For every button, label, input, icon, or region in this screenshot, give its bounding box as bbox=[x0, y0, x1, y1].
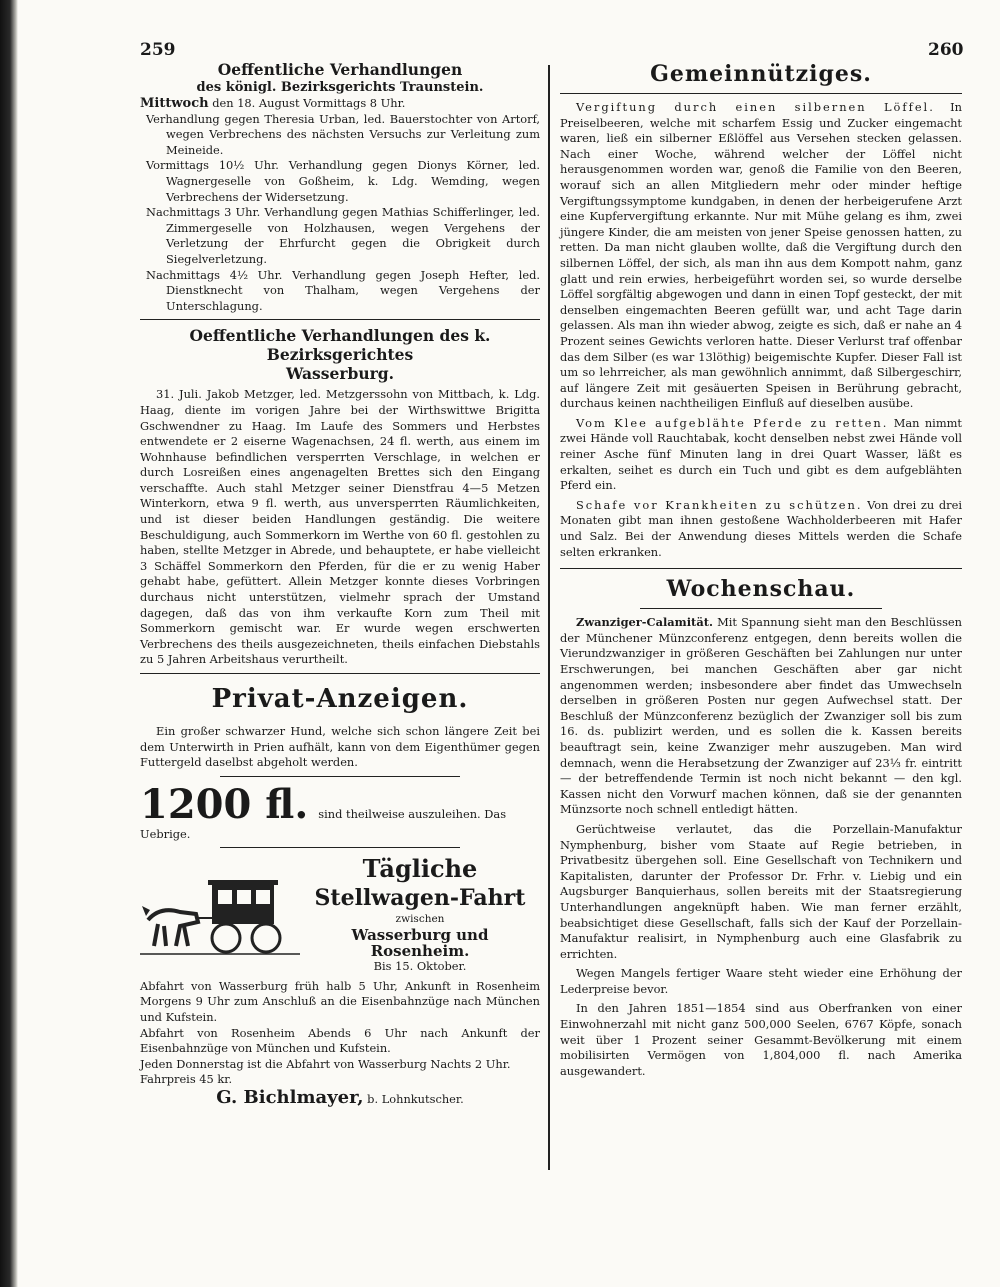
traunstein-subheading: des königl. Bezirksgerichts Traunstein. bbox=[196, 80, 484, 95]
loan-text: sind theilweise auszuleihen. Das Uebrige. bbox=[140, 806, 507, 841]
article-title: Schafe vor Krankheiten zu schützen. bbox=[576, 497, 863, 512]
coach-until: Bis 15. Oktober. bbox=[373, 959, 467, 974]
coach-ad bbox=[140, 854, 540, 974]
coach-route: Wasserburg und Rosenheim. bbox=[351, 925, 489, 960]
section-divider bbox=[140, 319, 540, 320]
section-divider bbox=[140, 673, 540, 674]
signature-name: G. Bichlmayer, bbox=[216, 1086, 364, 1108]
right-column bbox=[560, 60, 962, 1079]
article-title: Zwanziger-Calamität. bbox=[576, 615, 713, 630]
coach-title-service: Stellwagen-Fahrt bbox=[314, 885, 526, 912]
signature-role: b. Lohnkutscher. bbox=[367, 1091, 464, 1106]
section-divider bbox=[560, 93, 962, 94]
article-body: Von drei zu drei Monaten gibt man ihnen gestoßene Wachholderbeeren mit Hafer und Salz. Bei der Anwendung dieses Mittels werden die Schafe selten erkranken. bbox=[560, 497, 962, 559]
gemeinnuetziges-heading: Gemeinnütziges. bbox=[650, 61, 872, 87]
coach-signature bbox=[140, 1086, 540, 1108]
section-divider bbox=[560, 568, 962, 569]
page-number-right: 260 bbox=[928, 40, 964, 60]
page-number-left: 259 bbox=[140, 40, 176, 60]
dog-ad: Ein großer schwarzer Hund, welche sich schon längere Zeit bei dem Unterwirth in Prien aufhält, kann von dem Eigenthümer gegen Futtergeld daselbst abgeholt werden. bbox=[140, 724, 540, 770]
hearing-day: Mittwoch bbox=[140, 96, 209, 111]
private-ads-heading: Privat-Anzeigen. bbox=[211, 684, 469, 714]
wasserburg-place: Wasserburg. bbox=[285, 364, 395, 384]
hearing-item: Verhandlung gegen Theresia Urban, led. Bauerstochter von Artorf, wegen Verbrechens des nächsten Versuchs zur Verleitung zum Meineide. bbox=[146, 111, 540, 157]
traunstein-heading: Oeffentliche Verhandlungen bbox=[217, 60, 463, 79]
hearing-item: Nachmittags 4½ Uhr. Verhandlung gegen Joseph Hefter, led. Dienstknecht von Thalham, wegen Vergehens der Unterschlagung. bbox=[146, 267, 540, 313]
article-lederpreise: Wegen Mangels fertiger Waare steht wieder eine Erhöhung der Lederpreise bevor. bbox=[560, 966, 962, 996]
loan-ad bbox=[140, 780, 540, 843]
coach-line: Abfahrt von Wasserburg früh halb 5 Uhr, Ankunft in Rosenheim Morgens 9 Uhr zum Anschluß an die Eisenbahnzüge nach München und Kufstein. bbox=[140, 978, 540, 1024]
wasserburg-heading: Oeffentliche Verhandlungen des k. Bezirksgerichtes bbox=[189, 326, 491, 365]
coach-title-daily: Tägliche bbox=[362, 854, 478, 884]
binding-shadow bbox=[0, 0, 18, 1287]
article-clover-horses bbox=[560, 416, 962, 494]
coach-line: Abfahrt von Rosenheim Abends 6 Uhr nach Ankunft der Eisenbahnzüge von München und Kufstein. bbox=[140, 1025, 540, 1056]
coach-between: zwischen bbox=[395, 913, 445, 926]
hearing-item: Nachmittags 3 Uhr. Verhandlung gegen Mathias Schifferlinger, led. Zimmergeselle von Holzhausen, wegen Vergehens der Verletzung der Ehrfurcht gegen die Obrigkeit durch Siegelverletzung. bbox=[146, 205, 540, 266]
ad-divider bbox=[220, 776, 460, 777]
wasserburg-report: 31. Juli. Jakob Metzger, led. Metzgerssohn von Mittbach, k. Ldg. Haag, diente im vorigen Jahre bei der Wirthswittwe Brigitta Gschwendner zu Haag. Im Laufe des Sommers und Herbstes entwendete er 2 eiserne Wagenachsen, 24 fl. werth, aus einem im Wohnhause befindlichen versperrten Verschlage, in welchen er durch Losreißen eines angenagelten Brettes sich den Eingang verschaffte. Auch stahl Metzger seiner Dienstfrau 4—5 Metzen Winterkorn, etwa 9 fl. werth, aus unversperrten Räumlichkeiten, und ist dieser beiden Handlungen geständig. Die weitere Beschuldigung, auch Sommerkorn im Werthe von 60 fl. gestohlen zu haben, stellte Metzger in Abrede, und behauptete, er habe vielleicht 3 Schäffel Sommerkorn den Pferden, für die er zu wenig Haber gehabt habe, gefüttert. Allein Metzger konnte dieses Vorbringen durchaus nicht unterstützen, vielmehr sprach der Umstand dagegen, daß das von ihm verkaufte Korn zum Theil mit Sommerkorn gemischt war. Er wurde wegen erschwerten Verbrechens des theils ausgezeichneten, theils einfachen Diebstahls zu 5 Jahren Arbeitshaus verurtheilt. bbox=[140, 387, 540, 667]
article-body: In Preiselbeeren, welche mit scharfem Essig und Zucker eingemacht waren, ließ ein silberner Eßlöffel aus Versehen stecken gelassen. Nach einer Woche, während welcher der Löffel nicht herausgenommen worden war, genoß die Familie von den Beeren, worauf sich an allen Mitgliedern mehr oder minder heftige Vergiftungssymptome kundgaben, in denen der herbeigerufene Arzt eine Kupfervergiftung erkannte. Nur mit Mühe gelang es ihm, zwei jüngere Kinder, die am meisten von jener Speise genossen hatten, zu retten. Da man nicht glauben wollte, daß die Vergiftung durch den silbernen Löffel, der sich, als man ihn aus dem Kompott nahm, ganz glatt und rein erwies, herbeigeführt worden sei, so wurde derselbe Löffel sorgfältig abgewogen und dann in einen Topf gesteckt, der mit denselben eingemachten Beeren gefüllt war, und acht Tage darin gelassen. Als man ihn wieder abwog, zeigte es sich, daß er nahe an 4 Prozent seines Gewichts verloren hatte. Dieser Verlurst traf offenbar das dem Silber (es war 13löthig) beigemischte Kupfer. Dieser Fall ist um so lehrreicher, als man gewöhnlich annimmt, daß Silbergeschirr, auf längere Zeit mit gesäuerten Speisen in Berührung gebracht, durchaus keinen nachtheiligen Einfluß auf dieselben ausübe. bbox=[560, 100, 962, 411]
article-auswanderung: In den Jahren 1851—1854 sind aus Oberfranken von einer Einwohnerzahl mit nicht ganz 500,000 Seelen, 6767 Köpfe, sonach weit über 1 Prozent seiner Gesammt-Bevölkerung mit einem mobilisirten Vermögen von 1,804,000 fl. nach Amerika ausgewandert. bbox=[560, 1001, 962, 1078]
hearing-date bbox=[140, 96, 540, 112]
article-sheep bbox=[560, 498, 962, 560]
article-zwanziger bbox=[560, 615, 962, 818]
coach-line: Jeden Donnerstag ist die Abfahrt von Wasserburg Nachts 2 Uhr. bbox=[140, 1056, 511, 1071]
article-body: Mit Spannung sieht man den Beschlüssen der Münchener Münzconferenz entgegen, denn bereits wollen die Vierundzwanziger in größeren Geschäften bei Zahlungen nur unter Erschwerungen, bei manchen Geschäften aber gar nicht angenommen werden; insbesondere aber findet das Umwechseln derselben in größeren Posten nur gegen Aufwechsel statt. Der Beschluß der Münzconferenz bezüglich der Zwanziger soll bis zum 16. ds. publizirt werden, und es sollen die k. Kassen bereits beauftragt sein, keine Zwanziger mehr auszugeben. Man wird demnach, wenn die Herabsetzung der Zwanziger auf 23⅓ fr. eintritt — der betreffendende Termin ist noch nicht bekannt — den kgl. Kassen nicht den Vorwurf machen können, daß sie der genannten Münzsorte noch schnell entledigt hätten. bbox=[560, 615, 962, 817]
ad-divider bbox=[220, 847, 460, 848]
article-title: Vom Klee aufgeblähte Pferde zu retten. bbox=[576, 415, 889, 430]
section-divider bbox=[640, 608, 881, 609]
hearing-item: Vormittags 10½ Uhr. Verhandlung gegen Dionys Körner, led. Wagnergeselle von Goßheim, k. Ldg. Wemding, wegen Verbrechens der Widersetzung. bbox=[146, 158, 540, 204]
coach-titles bbox=[300, 854, 540, 974]
left-column bbox=[140, 60, 540, 1108]
coach-line: Fahrpreis 45 kr. bbox=[140, 1072, 233, 1087]
article-porzellain: Gerüchtweise verlautet, das die Porzellain-Manufaktur Nymphenburg, bisher vom Staate auf Regie betrieben, in Privatbesitz übergehen soll. Eine Gesellschaft von Technikern und Kapitalisten, darunter der Professor Dr. Frhr. v. Liebig und ein Augsburger Banquierhaus, sollen bereits mit der Staatsregierung Unterhandlungen angeknüpft haben. Wie man ferner erzählt, beabsichtiget diese Gesellschaft, falls sich der Kauf der Porzellain-Manufaktur realisirt, in Nymphenburg auch eine Glasfabrik zu errichten. bbox=[560, 821, 962, 961]
loan-amount: 1200 fl. bbox=[140, 780, 309, 828]
article-silver-spoon bbox=[560, 100, 962, 412]
column-rule bbox=[548, 65, 550, 1170]
article-body: Man nimmt zwei Hände voll Rauchtabak, kocht denselben nebst zwei Hände voll reiner Asche fünf Minuten lang in drei Quart Wasser, läßt es erkalten, seihet es durch ein Tuch und gibt es dem aufgeblähten Pferd ein. bbox=[560, 415, 963, 493]
article-title: Vergiftung durch einen silbernen Löffel. bbox=[576, 100, 935, 114]
stagecoach-icon bbox=[140, 876, 300, 958]
hearing-date-rest: den 18. August Vormittags 8 Uhr. bbox=[208, 96, 406, 110]
wochenschau-heading: Wochenschau. bbox=[666, 576, 856, 603]
